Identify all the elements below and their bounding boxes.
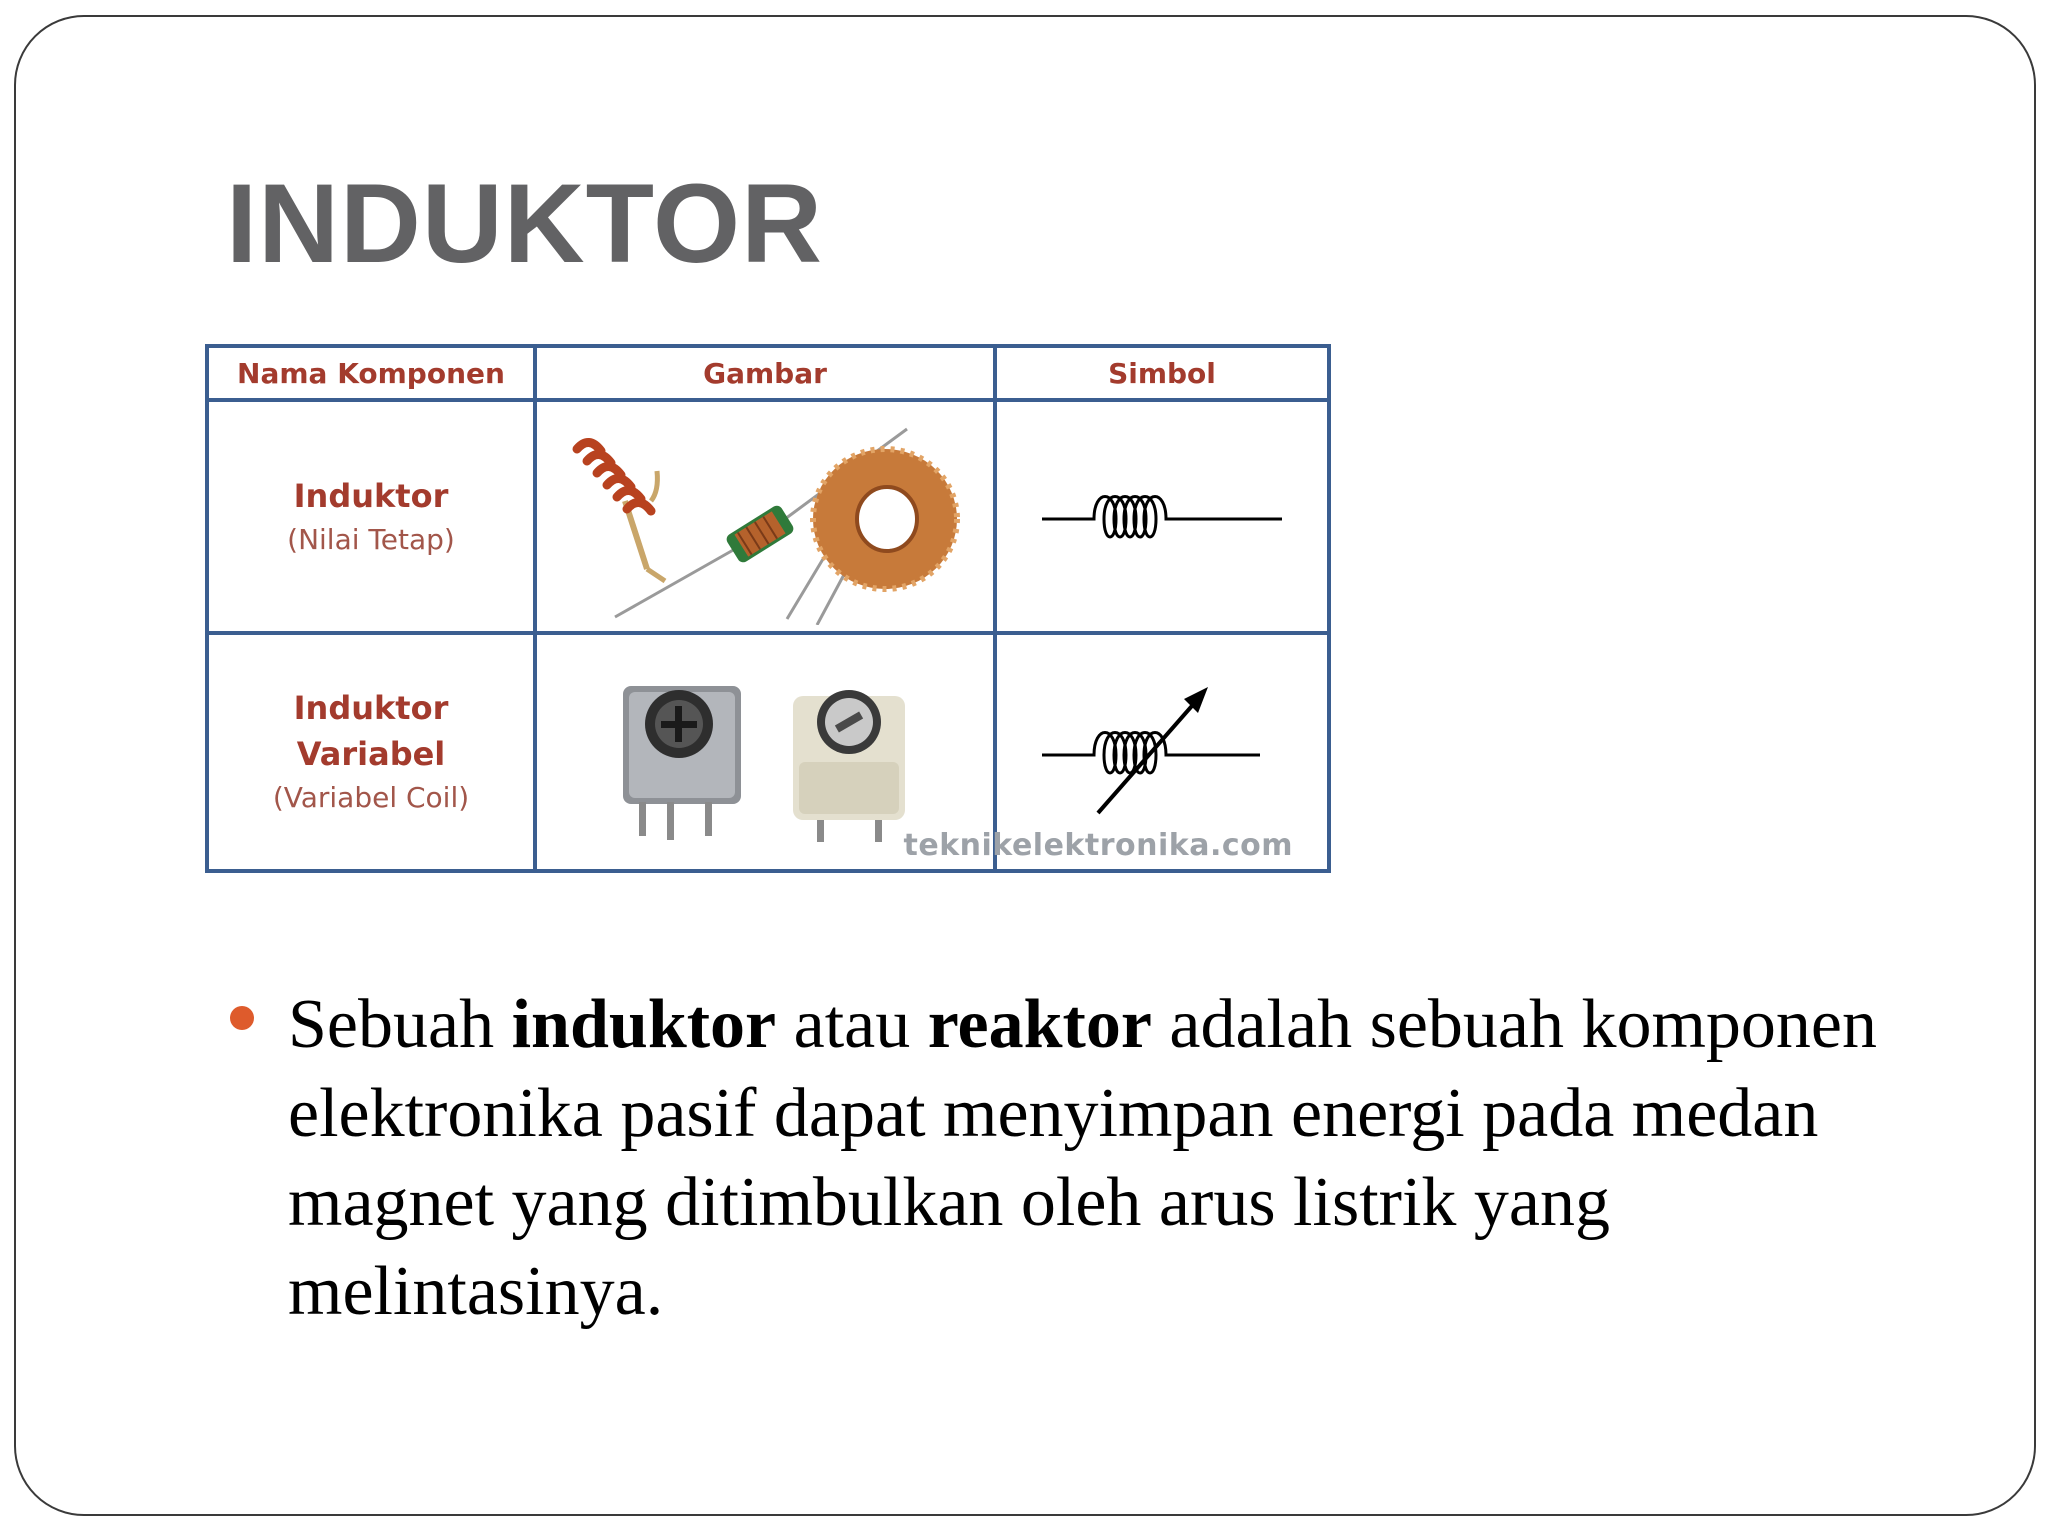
bullet-text-part: atau <box>776 986 928 1063</box>
component-name-line2: Variabel <box>296 735 446 774</box>
component-subtitle: (Variabel Coil) <box>272 781 470 815</box>
bullet-bold-term-induktor: induktor <box>511 986 777 1063</box>
bullet-text-part: Sebuah <box>288 986 512 1063</box>
component-image-cell <box>535 400 995 633</box>
variable-inductor-symbol-icon <box>1032 677 1292 827</box>
inductor-components-icon <box>555 409 975 625</box>
header-nama-komponen: Nama Komponen <box>207 346 535 400</box>
inductor-symbol-icon <box>1032 477 1292 557</box>
component-table-image <box>205 344 1327 873</box>
image-watermark: teknikelektronika.com <box>903 828 1293 863</box>
symbol-cell <box>995 400 1329 633</box>
component-name: Induktor <box>293 689 449 728</box>
slide-title: INDUKTOR <box>226 161 824 286</box>
bullet-text-part: adalah sebuah komponen elektronika pasif dapat menyimpan energi pada medan magnet yang ditimbulkan oleh arus listrik yang melintasinya. <box>288 986 1877 1330</box>
table-row <box>207 400 1329 633</box>
header-gambar: Gambar <box>535 346 995 400</box>
variable-coil-components-icon <box>555 652 975 852</box>
component-name: Induktor <box>293 476 449 515</box>
component-table <box>205 344 1331 873</box>
component-subtitle: (Nilai Tetap) <box>287 522 455 556</box>
bullet-dot-icon <box>230 1006 254 1030</box>
bullet-text <box>288 980 1948 1336</box>
component-name-cell <box>207 633 535 871</box>
header-simbol: Simbol <box>995 346 1329 400</box>
component-name-cell <box>207 400 535 633</box>
bullet-bold-term-reaktor: reaktor <box>927 986 1152 1063</box>
